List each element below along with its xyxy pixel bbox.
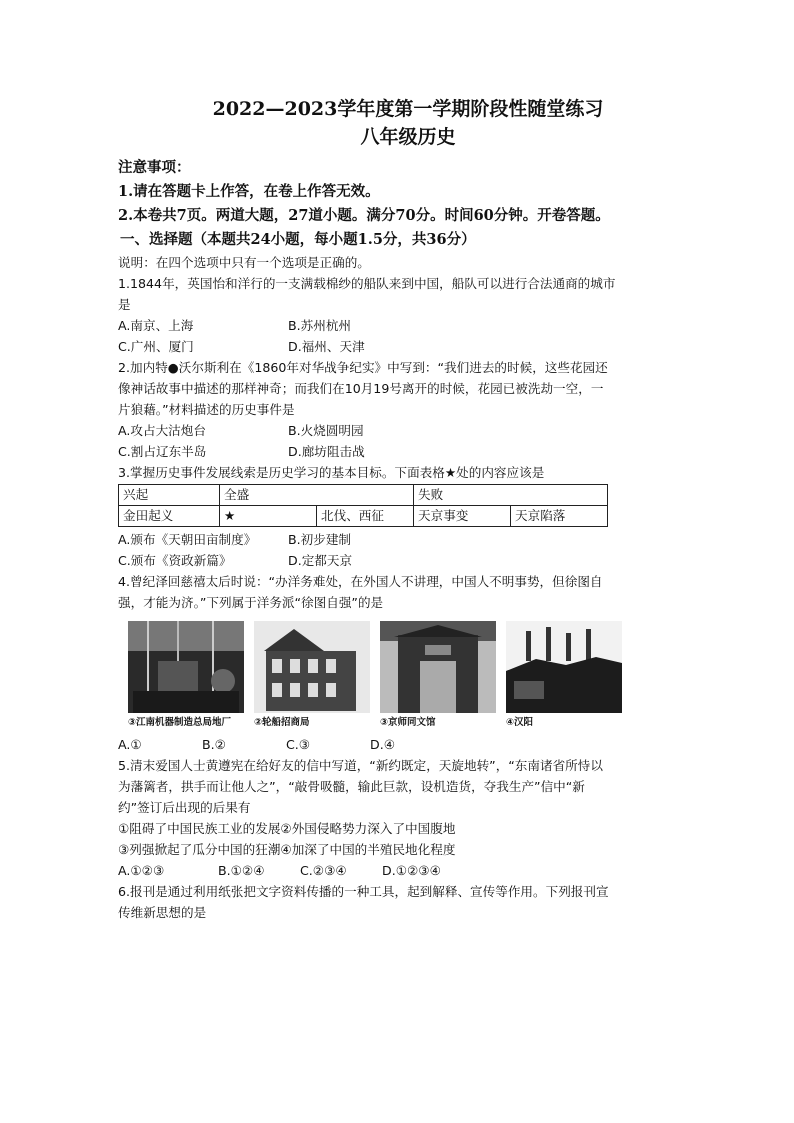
table-cell: 兴起	[119, 485, 220, 506]
gate-photo	[380, 621, 496, 713]
note-item: 2.本卷共7页。两道大题，27道小题。满分70分。时间60分钟。开卷答题。	[118, 207, 610, 224]
ironworks-photo	[506, 621, 622, 713]
table-cell: 金田起义	[119, 506, 220, 527]
section-heading: 一、选择题（本题共24小题，每小题1.5分，共36分）	[120, 231, 476, 248]
photo-caption: ②轮船招商局	[254, 717, 310, 728]
photo-caption: ③江南机器制造总局地厂	[128, 717, 232, 728]
question-6	[118, 881, 678, 923]
history-table	[118, 484, 608, 527]
option-b[interactable]: B.火烧圆明园	[288, 423, 364, 438]
question-text: 2.加内特●沃尔斯利在《1860年对华战争纪实》中写到：“我们进去的时候，这些花园还	[118, 360, 608, 375]
option-a[interactable]: A.①②③	[118, 863, 165, 878]
table-cell: 全盛	[220, 485, 414, 506]
option-a[interactable]: A.颁布《天朝田亩制度》	[118, 532, 257, 547]
option-d[interactable]: D.廊坊阻击战	[288, 444, 365, 459]
question-4	[118, 571, 678, 755]
photo-item	[128, 621, 244, 730]
photo-caption: ④汉阳	[506, 717, 534, 728]
question-text: 1.1844年，英国怡和洋行的一支满载棉纱的船队来到中国，船队可以进行合法通商的城市	[118, 276, 616, 291]
building-photo	[254, 621, 370, 713]
photo-strip	[128, 621, 678, 730]
option-row	[118, 550, 678, 571]
table-cell: 失败	[414, 485, 608, 506]
option-a[interactable]: A.攻占大沽炮台	[118, 423, 206, 438]
question-1	[118, 273, 678, 357]
photo-item	[254, 621, 370, 730]
question-text: 强，才能为济。”下列属于洋务派“徐图自强”的是	[118, 595, 384, 610]
question-text: 片狼藉。”材料描述的历史事件是	[118, 402, 295, 417]
question-text: 4.曾纪泽回慈禧太后时说：“办洋务难处，在外国人不讲理，中国人不明事势，但徐图自	[118, 574, 603, 589]
option-b[interactable]: B.苏州杭州	[288, 318, 352, 333]
option-d[interactable]: D.福州、天津	[288, 339, 365, 354]
table-row	[119, 506, 608, 527]
option-b[interactable]: B.②	[202, 737, 226, 752]
option-c[interactable]: C.③	[286, 737, 311, 752]
question-text: 5.清末爱国人士黄遵宪在给好友的信中写道，“新约既定，天旋地转”，“东南诸省所恃以	[118, 758, 603, 773]
option-row	[118, 860, 678, 881]
question-statement: ①阻碍了中国民族工业的发展②外国侵略势力深入了中国腹地	[118, 821, 456, 836]
question-text: 6.报刊是通过利用纸张把文字资料传播的一种工具，起到解释、宣传等作用。下列报刊宣	[118, 884, 609, 899]
question-3	[118, 462, 678, 571]
photo-caption: ③京师同文馆	[380, 717, 436, 728]
option-row	[118, 336, 678, 357]
option-row	[118, 420, 678, 441]
option-d[interactable]: D.定都天京	[288, 553, 353, 568]
table-cell: 天京陷落	[511, 506, 608, 527]
photo-item	[380, 621, 496, 730]
table-cell: 天京事变	[414, 506, 511, 527]
page-subtitle: 八年级历史	[360, 126, 456, 148]
question-text: 像神话故事中描述的那样神奇；而我们在10月19号离开的时候，花园已被洗劫一空，一	[118, 381, 604, 396]
option-c[interactable]: C.②③④	[300, 863, 347, 878]
page-title: 2022—2023学年度第一学期阶段性随堂练习	[212, 98, 604, 120]
question-text: 传维新思想的是	[118, 905, 207, 920]
table-cell: 北伐、西征	[317, 506, 414, 527]
photo-item	[506, 621, 622, 730]
table-cell-star: ★	[220, 506, 317, 527]
option-a[interactable]: A.①	[118, 737, 142, 752]
question-5	[118, 755, 678, 881]
option-row	[118, 529, 678, 550]
question-statement: ③列强掀起了瓜分中国的狂潮④加深了中国的半殖民地化程度	[118, 842, 456, 857]
note-item: 1.请在答题卡上作答，在卷上作答无效。	[118, 183, 380, 200]
option-d[interactable]: D.①②③④	[382, 863, 441, 878]
option-b[interactable]: B.①②④	[218, 863, 265, 878]
option-row	[118, 441, 678, 462]
question-text: 为藩篱者，拱手而让他人之”，“敲骨吸髓，输此巨款，设机造货，夺我生产”信中“新	[118, 779, 585, 794]
question-text: 是	[118, 297, 131, 312]
option-a[interactable]: A.南京、上海	[118, 318, 194, 333]
table-row	[119, 485, 608, 506]
factory-photo	[128, 621, 244, 713]
notes-heading: 注意事项：	[118, 159, 191, 176]
option-c[interactable]: C.割占辽东半岛	[118, 444, 207, 459]
option-b[interactable]: B.初步建制	[288, 532, 352, 547]
question-text: 3.掌握历史事件发展线索是历史学习的基本目标。下面表格★处的内容应该是	[118, 465, 545, 480]
option-row	[118, 734, 678, 755]
question-2	[118, 357, 678, 462]
exam-page	[118, 96, 678, 923]
question-text: 约”签订后出现的后果有	[118, 800, 251, 815]
section-instruction: 说明：在四个选项中只有一个选项是正确的。	[118, 255, 370, 270]
option-row	[118, 315, 678, 336]
option-c[interactable]: C.广州、厦门	[118, 339, 194, 354]
option-c[interactable]: C.颁布《资政新篇》	[118, 553, 232, 568]
option-d[interactable]: D.④	[370, 737, 395, 752]
